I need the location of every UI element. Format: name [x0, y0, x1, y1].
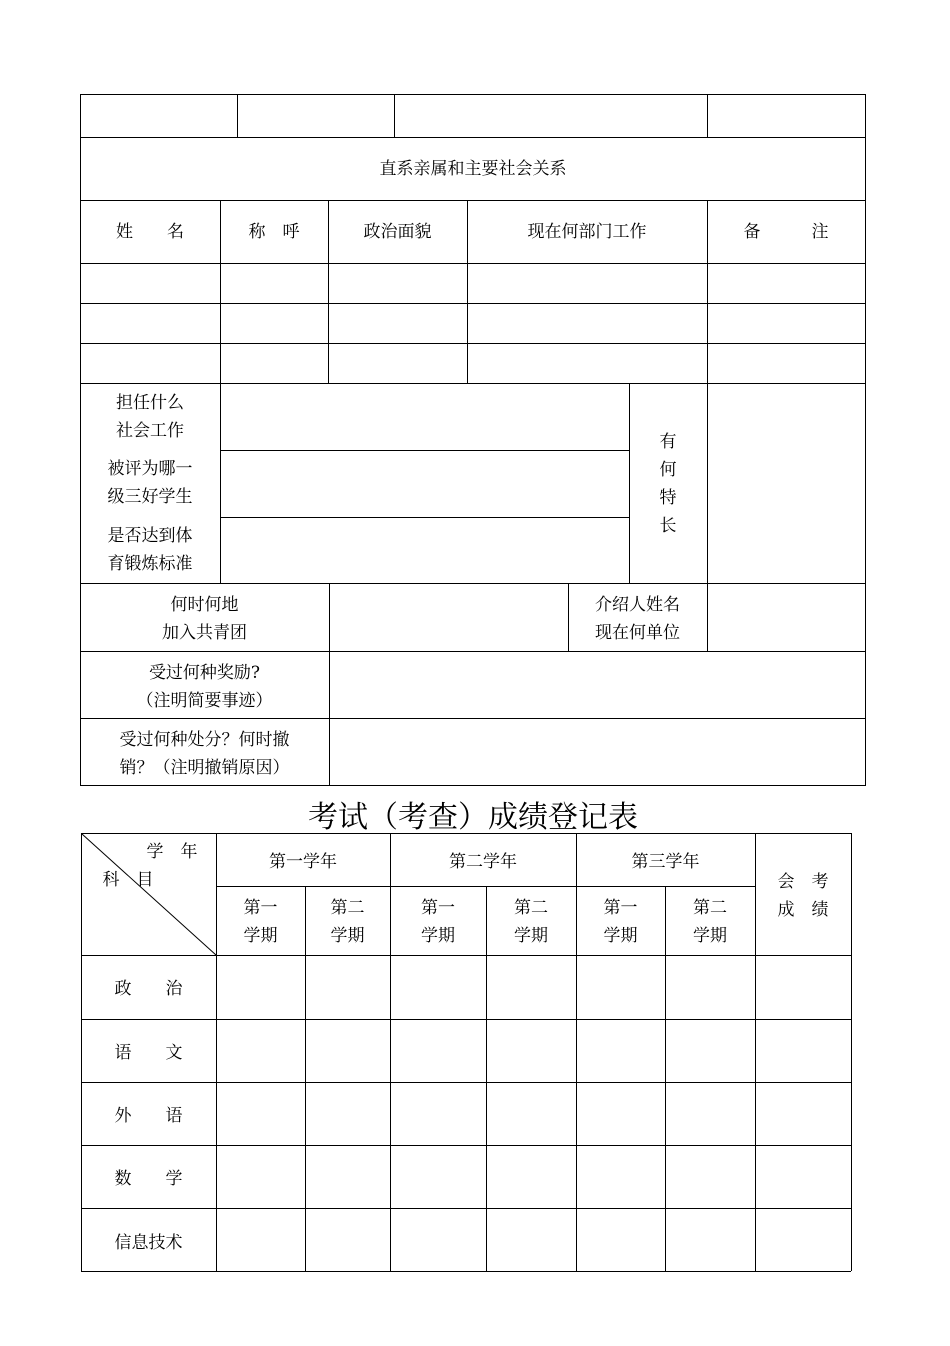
- header-remarks: 备 注: [743, 222, 829, 242]
- semester-y3-s1: 第一 学期: [603, 898, 638, 946]
- year-1: 第一学年: [269, 852, 337, 872]
- label-merit-student: 被评为哪一 级三好学生: [107, 459, 193, 507]
- subject-it: 信息技术: [114, 1233, 183, 1253]
- semester-y1-s2: 第二 学期: [330, 898, 365, 946]
- label-specialty: 有 何 特 长: [659, 432, 677, 536]
- header-current-work: 现在何部门工作: [527, 222, 647, 242]
- grades-title: 考试（考查）成绩登记表: [308, 800, 638, 835]
- semester-y2-s2: 第二 学期: [514, 898, 548, 946]
- relations-section-title: 直系亲属和主要社会关系: [379, 159, 567, 179]
- semester-y1-s1: 第一 学期: [243, 898, 278, 946]
- year-2: 第二学年: [449, 852, 517, 872]
- label-punishment: 受过何种处分？何时撤 销？（注明撤销原因）: [119, 730, 290, 778]
- semester-y3-s2: 第二 学期: [693, 898, 727, 946]
- corner-year: 学 年: [146, 842, 198, 862]
- semester-y2-s1: 第一 学期: [421, 898, 455, 946]
- subject-politics: 政 治: [114, 979, 183, 999]
- label-awards: 受过何种奖励? （注明简要事迹）: [136, 663, 273, 711]
- label-league-join: 何时何地 加入共青团: [162, 595, 247, 643]
- year-3: 第三学年: [631, 852, 700, 872]
- label-introducer: 介绍人姓名 现在何单位: [595, 595, 680, 643]
- label-social-work: 担任什么 社会工作: [116, 393, 184, 441]
- label-sports-standard: 是否达到体 育锻炼标准: [107, 526, 193, 574]
- header-name: 姓 名: [116, 222, 184, 242]
- subject-chinese: 语 文: [114, 1043, 183, 1063]
- header-political-status: 政治面貌: [363, 222, 432, 242]
- corner-subject: 科 目: [102, 870, 154, 890]
- subject-foreign-language: 外 语: [114, 1106, 183, 1126]
- subject-math: 数 学: [114, 1169, 183, 1189]
- header-appellation: 称 呼: [248, 222, 300, 242]
- exam-score-header: 会 考 成 绩: [777, 872, 829, 920]
